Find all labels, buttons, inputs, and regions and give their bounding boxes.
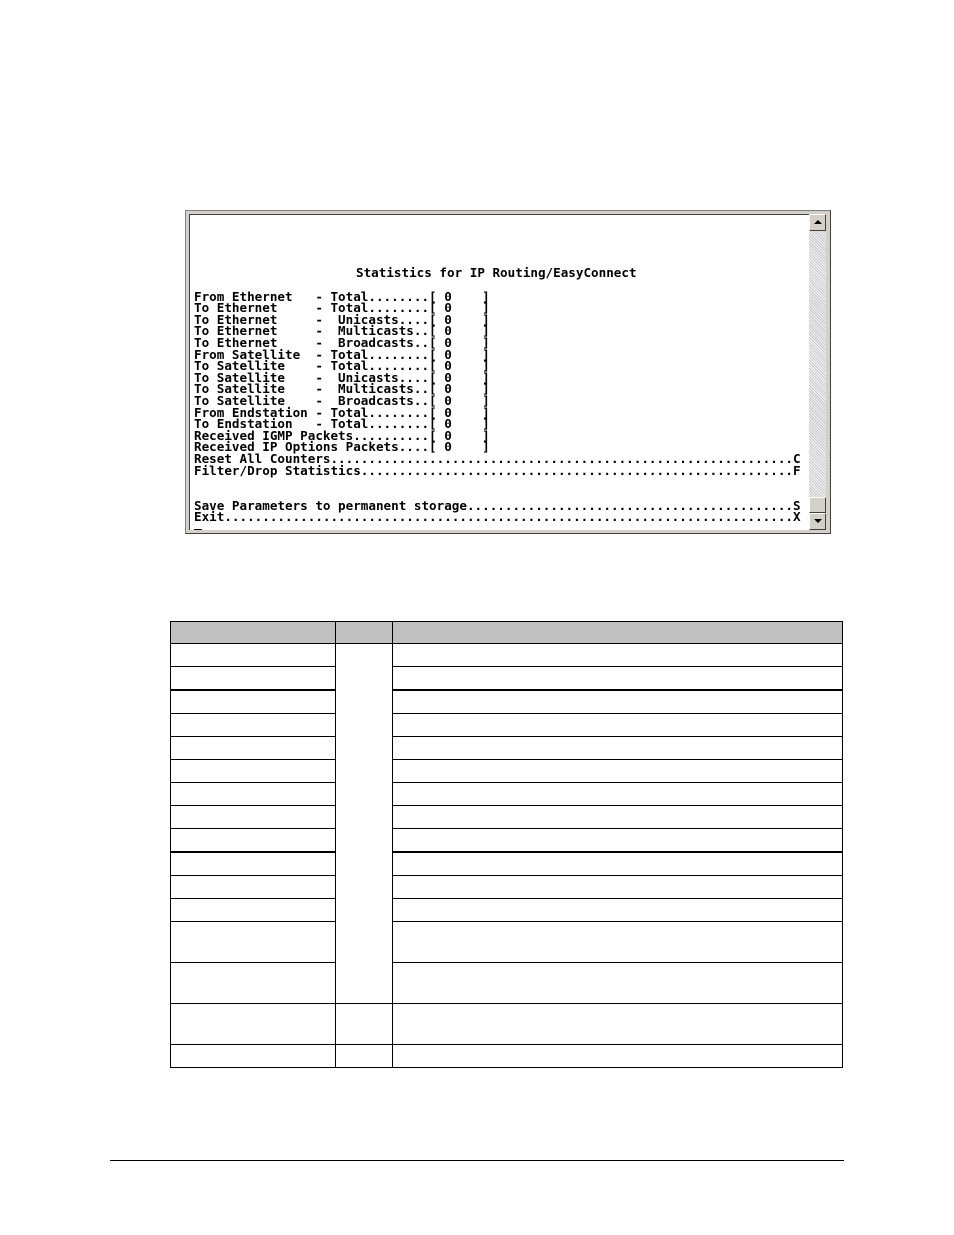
scroll-down-button[interactable] [809, 513, 826, 530]
menu-exit[interactable]: Exit...........................................................................X [194, 509, 801, 524]
terminal-screen[interactable] [189, 214, 809, 530]
table-row [171, 829, 843, 853]
stat-received-igmp-packets: Received IGMP Packets..........[ 0 ] [194, 428, 490, 443]
stat-to-ethernet-multicasts: To Ethernet - Multicasts..[ 0 ] [194, 323, 490, 338]
table-row [171, 667, 843, 691]
table-header-cell [171, 622, 336, 644]
table-row [171, 806, 843, 829]
table-row [171, 714, 843, 737]
stat-to-satellite-total: To Satellite - Total........[ 0 ] [194, 358, 490, 373]
table-row [171, 690, 843, 714]
stat-to-ethernet-total: To Ethernet - Total........[ 0 ] [194, 300, 490, 315]
stat-received-ip-options-packets: Received IP Options Packets....[ 0 ] [194, 439, 490, 454]
stat-to-satellite-broadcasts: To Satellite - Broadcasts..[ 0 ] [194, 393, 490, 408]
footer-divider [110, 1160, 844, 1161]
table-row [171, 783, 843, 806]
table-header-cell [336, 622, 393, 644]
stat-from-ethernet-total: From Ethernet - Total........[ 0 ] [194, 289, 490, 304]
terminal-title: Statistics for IP Routing/EasyConnect [356, 265, 637, 280]
merged-cell [336, 644, 393, 1004]
table-row [171, 899, 843, 922]
table-row [171, 760, 843, 783]
table-row [171, 1004, 843, 1045]
scrollbar-thumb[interactable] [809, 497, 826, 513]
table-row [171, 1045, 843, 1068]
arrow-up-icon [814, 220, 822, 224]
table-row [171, 852, 843, 876]
table-header-cell [393, 622, 843, 644]
table-row [171, 963, 843, 1004]
scroll-up-button[interactable] [809, 214, 826, 231]
stat-to-endstation-total: To Endstation - Total........[ 0 ] [194, 416, 490, 431]
stat-to-satellite-multicasts: To Satellite - Multicasts..[ 0 ] [194, 381, 490, 396]
table-row [171, 644, 843, 667]
stat-to-ethernet-unicasts: To Ethernet - Unicasts....[ 0 ] [194, 312, 490, 327]
table-row [171, 876, 843, 899]
stat-to-satellite-unicasts: To Satellite - Unicasts....[ 0 ] [194, 370, 490, 385]
stat-to-ethernet-broadcasts: To Ethernet - Broadcasts..[ 0 ] [194, 335, 490, 350]
table-row [171, 737, 843, 760]
text-cursor [194, 529, 202, 530]
arrow-down-icon [814, 519, 822, 523]
table-header-row [171, 622, 843, 644]
stat-from-endstation-total: From Endstation - Total........[ 0 ] [194, 405, 490, 420]
menu-save-parameters[interactable]: Save Parameters to permanent storage...........................................S [194, 498, 801, 513]
statistics-table [170, 621, 843, 1068]
menu-filter-drop-statistics[interactable]: Filter/Drop Statistics.........................................................F [194, 463, 801, 478]
stat-from-satellite-total: From Satellite - Total........[ 0 ] [194, 347, 490, 362]
vertical-scrollbar[interactable] [809, 214, 826, 530]
table-row [171, 922, 843, 963]
menu-reset-all-counters[interactable]: Reset All Counters.............................................................C [194, 451, 801, 466]
terminal-window [185, 210, 831, 534]
